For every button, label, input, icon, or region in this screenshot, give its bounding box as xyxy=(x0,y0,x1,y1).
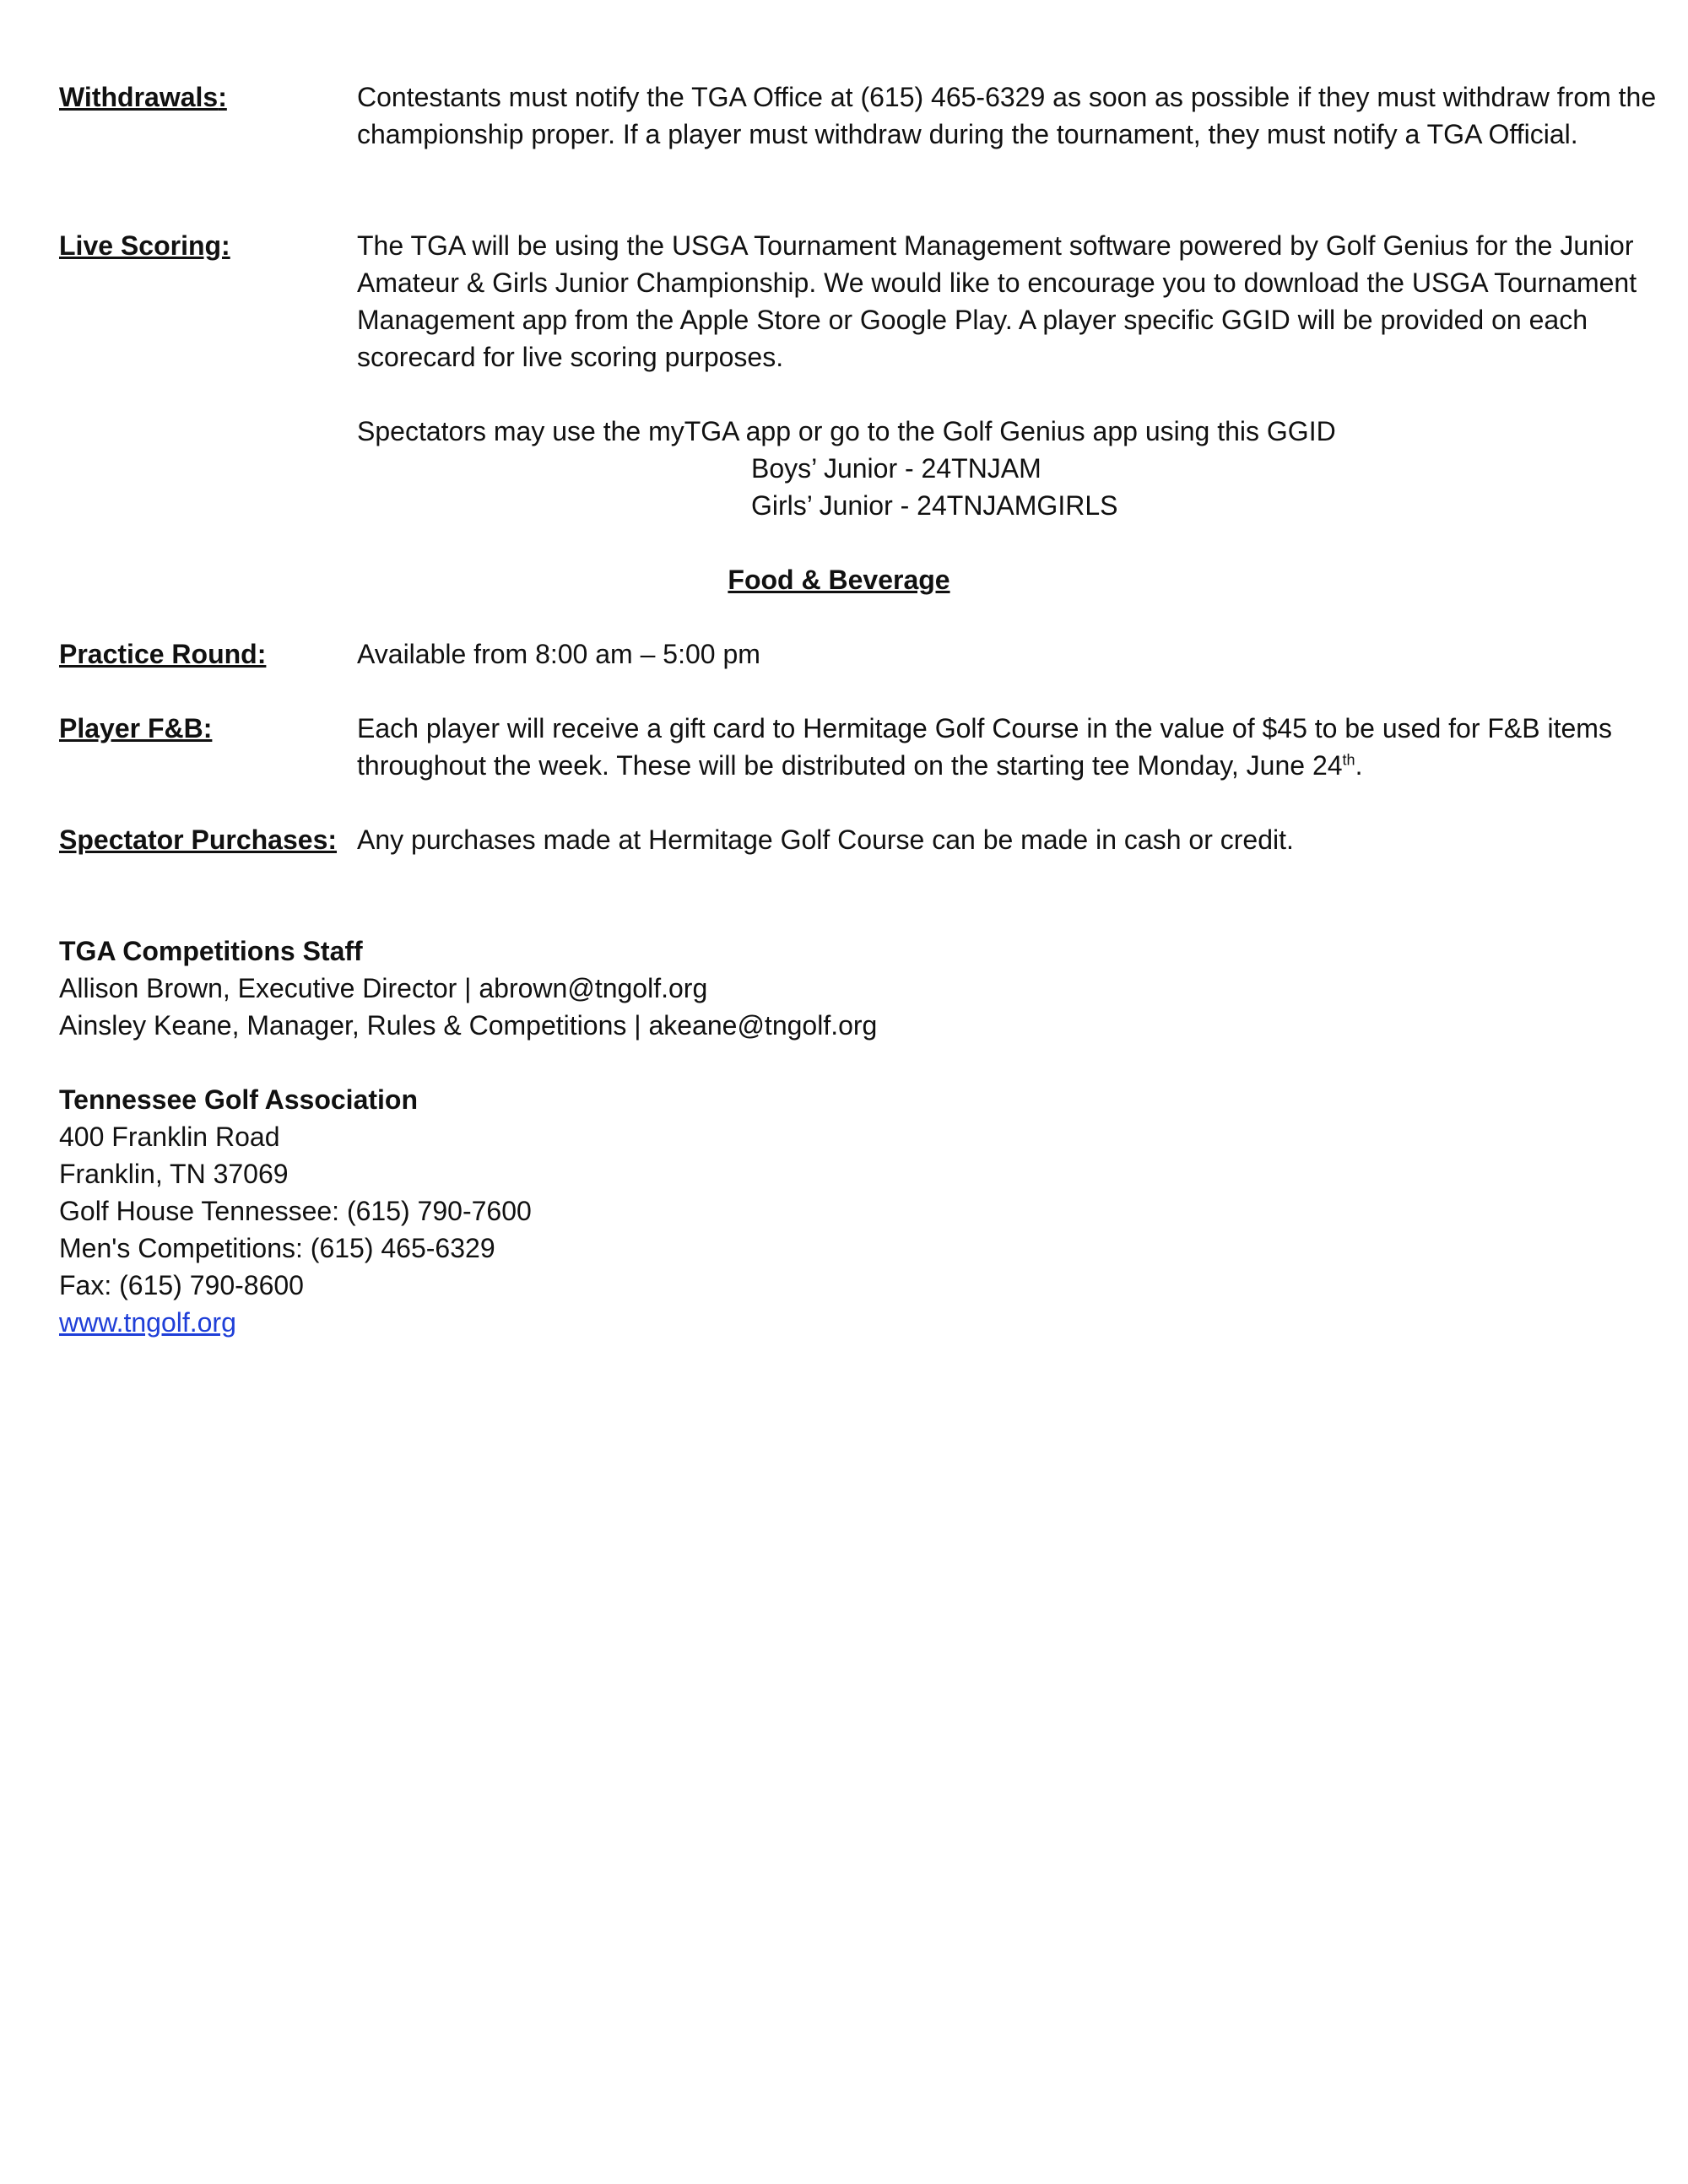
address-line-2: Franklin, TN 37069 xyxy=(59,1159,289,1189)
spectators-text: Spectators may use the myTGA app or go to the Golf Genius app using this GGID xyxy=(357,416,1336,446)
spectator-purchases-text: Any purchases made at Hermitage Golf Course can be made in cash or credit. xyxy=(357,824,1294,855)
live-scoring-label: Live Scoring: xyxy=(59,230,230,261)
player-fb-text: Each player will receive a gift card to Hermitage Golf Course in the value of $45 to be used for F&B items throughout the week. These will be distributed on the starting tee Monday, June 24th. xyxy=(357,713,1612,781)
spectator-purchases-label: Spectator Purchases: xyxy=(59,824,338,855)
withdrawals-label-colon: : xyxy=(218,82,227,112)
phone-mens-competitions: Men's Competitions: (615) 465-6329 xyxy=(59,1233,495,1263)
staff-line-1: Allison Brown, Executive Director | abrown@tngolf.org xyxy=(59,973,708,1003)
ggid-boys: Boys’ Junior - 24TNJAM xyxy=(751,453,1041,484)
practice-round-label: Practice Round: xyxy=(59,639,267,669)
player-fb-superscript: th xyxy=(1342,751,1355,769)
staff-block xyxy=(59,933,1072,1044)
practice-round-text: Available from 8:00 am – 5:00 pm xyxy=(357,639,760,669)
website-link[interactable]: www.tngolf.org xyxy=(59,1307,236,1338)
withdrawals-label: Withdrawals: xyxy=(59,82,227,112)
phone-golf-house: Golf House Tennessee: (615) 790-7600 xyxy=(59,1196,532,1226)
staff-line-2: Ainsley Keane, Manager, Rules & Competitions | akeane@tngolf.org xyxy=(59,1010,878,1041)
association-heading: Tennessee Golf Association xyxy=(59,1084,418,1115)
association-block xyxy=(59,1081,1072,1341)
live-scoring-text: The TGA will be using the USGA Tournament Management software powered by Golf Genius for the Junior Amateur & Girls Junior Championship. We would like to encourage you to download the USGA Tournament Management app from the Apple Store or Google Play. A player specific GGID will be provided on each scorecard for live scoring purposes. xyxy=(357,230,1637,372)
ggid-girls: Girls’ Junior - 24TNJAMGIRLS xyxy=(751,490,1118,521)
food-beverage-title: Food & Beverage xyxy=(728,565,950,595)
fax-number: Fax: (615) 790-8600 xyxy=(59,1270,304,1300)
player-fb-label: Player F&B: xyxy=(59,713,213,743)
address-line-1: 400 Franklin Road xyxy=(59,1122,280,1152)
staff-heading: TGA Competitions Staff xyxy=(59,936,363,966)
withdrawals-text: Contestants must notify the TGA Office at (615) 465-6329 as soon as possible if they must withdraw from the championship proper. If a player must withdraw during the tournament, they must notify a TGA Official. xyxy=(357,82,1657,149)
